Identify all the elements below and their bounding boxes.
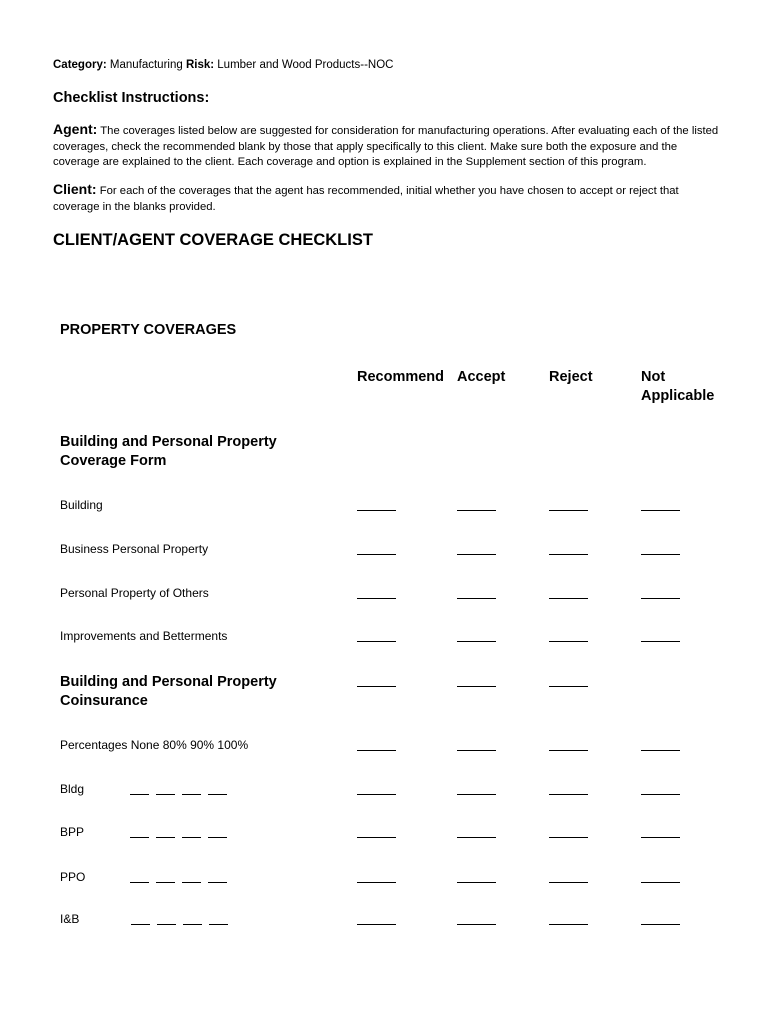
bpp-none-blank[interactable] bbox=[130, 837, 149, 838]
row-ppo-short-label: PPO bbox=[60, 870, 86, 884]
ppo-none-blank[interactable] bbox=[130, 882, 149, 883]
ppo-short-na-blank[interactable] bbox=[641, 882, 680, 883]
column-recommend: Recommend bbox=[357, 369, 445, 385]
coinsurance-reject-blank[interactable] bbox=[549, 686, 588, 687]
building-recommend-blank[interactable] bbox=[357, 510, 396, 511]
ib-none-blank[interactable] bbox=[131, 924, 150, 925]
building-accept-blank[interactable] bbox=[457, 510, 496, 511]
client-paragraph bbox=[53, 182, 721, 215]
ib-90-blank[interactable] bbox=[183, 924, 202, 925]
bpp-100-blank[interactable] bbox=[208, 837, 227, 838]
row-improvements-label: Improvements and Betterments bbox=[60, 629, 228, 643]
ppo-80-blank[interactable] bbox=[156, 882, 175, 883]
row-ppo-label: Personal Property of Others bbox=[60, 586, 209, 600]
bpp-short-na-blank[interactable] bbox=[641, 837, 680, 838]
bldg-80-blank[interactable] bbox=[156, 794, 175, 795]
section-bpp-coverage-form: Building and Personal Property Coverage Form bbox=[60, 434, 277, 469]
agent-label: Agent: bbox=[53, 121, 98, 137]
improvements-na-blank[interactable] bbox=[641, 641, 680, 642]
property-coverages-title: PROPERTY COVERAGES bbox=[60, 322, 237, 338]
improvements-accept-blank[interactable] bbox=[457, 641, 496, 642]
ppo-short-accept-blank[interactable] bbox=[457, 882, 496, 883]
ib-short-na-blank[interactable] bbox=[641, 924, 680, 925]
risk-value: Lumber and Wood Products--NOC bbox=[214, 59, 394, 71]
bldg-90-blank[interactable] bbox=[182, 794, 201, 795]
row-bpp-short-label: BPP bbox=[60, 825, 85, 839]
coinsurance-accept-blank[interactable] bbox=[457, 686, 496, 687]
ppo-90-blank[interactable] bbox=[182, 882, 201, 883]
ib-short-reject-blank[interactable] bbox=[549, 924, 588, 925]
bpp-90-blank[interactable] bbox=[182, 837, 201, 838]
bldg-reject-blank[interactable] bbox=[549, 794, 588, 795]
building-na-blank[interactable] bbox=[641, 510, 680, 511]
ppo-reject-blank[interactable] bbox=[549, 598, 588, 599]
ppo-short-reject-blank[interactable] bbox=[549, 882, 588, 883]
ib-short-recommend-blank[interactable] bbox=[357, 924, 396, 925]
risk-label: Risk: bbox=[185, 59, 215, 71]
percentages-reject-blank[interactable] bbox=[549, 750, 588, 751]
ib-80-blank[interactable] bbox=[157, 924, 176, 925]
row-ib-short-label: I&B bbox=[60, 912, 80, 926]
agent-paragraph bbox=[53, 122, 721, 171]
ppo-recommend-blank[interactable] bbox=[357, 598, 396, 599]
percentages-recommend-blank[interactable] bbox=[357, 750, 396, 751]
bldg-none-blank[interactable] bbox=[130, 794, 149, 795]
category-value: Manufacturing bbox=[106, 59, 186, 71]
category-label: Category: bbox=[53, 59, 107, 71]
improvements-recommend-blank[interactable] bbox=[357, 641, 396, 642]
bpp-short-recommend-blank[interactable] bbox=[357, 837, 396, 838]
ppo-na-blank[interactable] bbox=[641, 598, 680, 599]
bpp-na-blank[interactable] bbox=[641, 554, 680, 555]
ppo-short-recommend-blank[interactable] bbox=[357, 882, 396, 883]
ppo-100-blank[interactable] bbox=[208, 882, 227, 883]
instructions-title: Checklist Instructions: bbox=[53, 90, 210, 106]
improvements-reject-blank[interactable] bbox=[549, 641, 588, 642]
bpp-accept-blank[interactable] bbox=[457, 554, 496, 555]
bldg-na-blank[interactable] bbox=[641, 794, 680, 795]
client-label: Client: bbox=[53, 181, 97, 197]
row-percentages-label: Percentages None 80% 90% 100% bbox=[60, 738, 249, 752]
bldg-recommend-blank[interactable] bbox=[357, 794, 396, 795]
percentages-na-blank[interactable] bbox=[641, 750, 680, 751]
bpp-short-reject-blank[interactable] bbox=[549, 837, 588, 838]
bldg-100-blank[interactable] bbox=[208, 794, 227, 795]
row-building-label: Building bbox=[60, 498, 103, 512]
percentages-accept-blank[interactable] bbox=[457, 750, 496, 751]
ib-100-blank[interactable] bbox=[209, 924, 228, 925]
agent-text: The coverages listed below are suggested for consideration for manufacturing operations. After evaluating each of the listed coverages, check the recommended blank by those that apply specifically to this client. Make sure both the exposure and the coverage are explained to the client. Each coverage and option is explained in the Supplement section of this program. bbox=[53, 125, 719, 168]
section-coinsurance: Building and Personal Property Coinsurance bbox=[60, 674, 277, 709]
bpp-recommend-blank[interactable] bbox=[357, 554, 396, 555]
client-text: For each of the coverages that the agent has recommended, initial whether you have chosen to accept or reject that coverage in the blanks provided. bbox=[53, 185, 679, 213]
bpp-short-accept-blank[interactable] bbox=[457, 837, 496, 838]
column-not-applicable: Not Applicable bbox=[641, 369, 715, 404]
row-bpp-label: Business Personal Property bbox=[60, 542, 209, 556]
building-reject-blank[interactable] bbox=[549, 510, 588, 511]
bldg-accept-blank[interactable] bbox=[457, 794, 496, 795]
bpp-80-blank[interactable] bbox=[156, 837, 175, 838]
column-reject: Reject bbox=[549, 369, 593, 385]
checklist-title: CLIENT/AGENT COVERAGE CHECKLIST bbox=[53, 231, 373, 249]
bpp-reject-blank[interactable] bbox=[549, 554, 588, 555]
column-accept: Accept bbox=[457, 369, 506, 385]
category-risk-line bbox=[53, 59, 393, 71]
ib-short-accept-blank[interactable] bbox=[457, 924, 496, 925]
row-bldg-label: Bldg bbox=[60, 782, 85, 796]
coinsurance-recommend-blank[interactable] bbox=[357, 686, 396, 687]
ppo-accept-blank[interactable] bbox=[457, 598, 496, 599]
